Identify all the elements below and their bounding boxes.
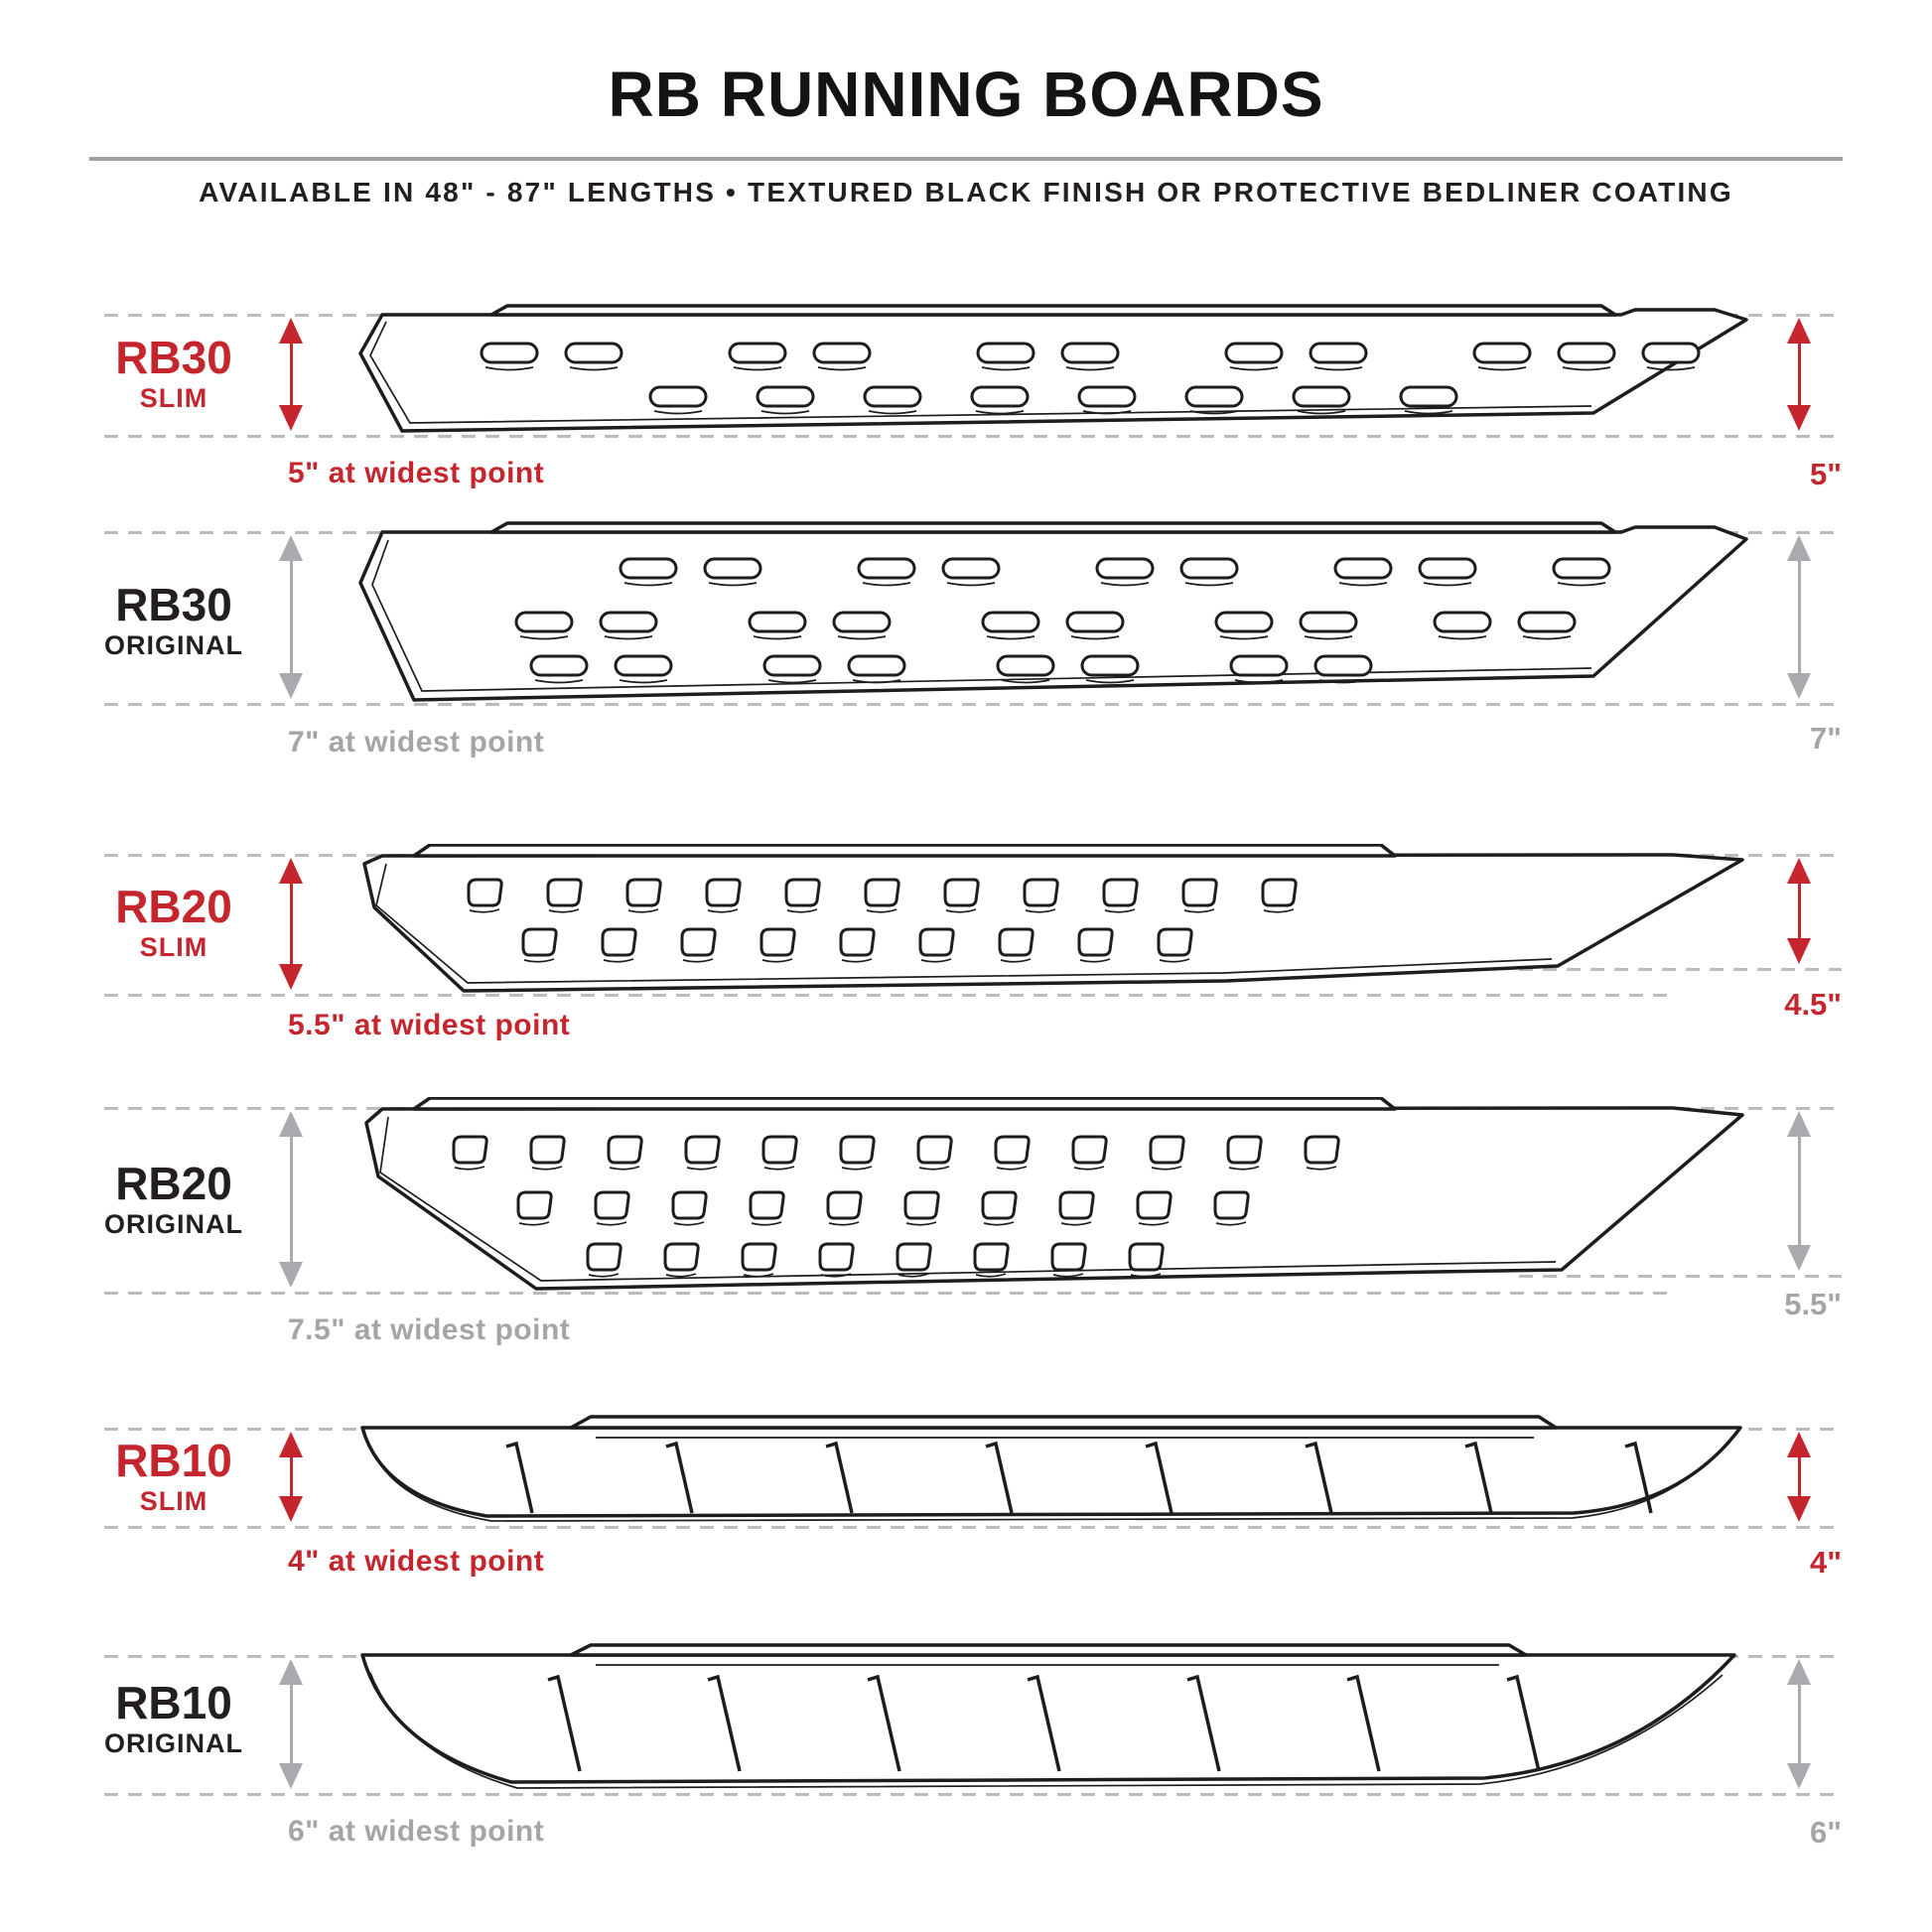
variant-label: ORIGINAL bbox=[104, 1209, 243, 1239]
variant-label: ORIGINAL bbox=[104, 630, 243, 660]
model-label: RB20 bbox=[115, 881, 232, 932]
variant-label: SLIM bbox=[139, 383, 208, 413]
height-arrow-right-icon bbox=[1787, 318, 1811, 431]
model-label: RB30 bbox=[115, 332, 232, 383]
model-label: RB10 bbox=[115, 1435, 232, 1486]
widest-point-label: 6" at widest point bbox=[288, 1815, 545, 1848]
height-arrow-right-icon bbox=[1787, 1659, 1811, 1789]
height-arrow-left-icon bbox=[279, 535, 303, 699]
row-label bbox=[84, 581, 263, 662]
row-label bbox=[84, 1160, 263, 1241]
height-arrow-left-icon bbox=[279, 1111, 303, 1288]
height-arrow-right-icon bbox=[1787, 858, 1811, 964]
page-subtitle: AVAILABLE IN 48" - 87" LENGTHS • TEXTURED BLACK FINISH OR PROTECTIVE BEDLINER COATING bbox=[199, 177, 1733, 207]
variant-label: ORIGINAL bbox=[104, 1728, 243, 1758]
page-title: RB RUNNING BOARDS bbox=[608, 59, 1324, 130]
board-drawing-rb10-original bbox=[352, 1643, 1752, 1797]
model-label: RB30 bbox=[115, 579, 232, 630]
model-label: RB10 bbox=[115, 1677, 232, 1728]
height-arrow-left-icon bbox=[279, 318, 303, 431]
variant-label: SLIM bbox=[139, 1486, 208, 1516]
height-value-label: 5.5" bbox=[1784, 1287, 1842, 1321]
title-divider bbox=[89, 157, 1843, 161]
height-value-label: 6" bbox=[1810, 1815, 1842, 1850]
widest-point-label: 4" at widest point bbox=[288, 1545, 545, 1578]
board-drawing-rb30-slim bbox=[352, 304, 1752, 439]
row-label bbox=[84, 1437, 263, 1518]
height-value-label: 5" bbox=[1810, 457, 1842, 491]
variant-label: SLIM bbox=[139, 932, 208, 962]
board-drawing-rb20-original bbox=[352, 1097, 1752, 1301]
board-drawing-rb10-slim bbox=[352, 1414, 1752, 1531]
height-value-label: 4.5" bbox=[1784, 987, 1842, 1022]
height-arrow-right-icon bbox=[1787, 535, 1811, 699]
widest-point-label: 7.5" at widest point bbox=[288, 1313, 571, 1346]
height-arrow-left-icon bbox=[279, 1432, 303, 1522]
widest-point-label: 7" at widest point bbox=[288, 726, 545, 759]
height-arrow-right-icon bbox=[1787, 1111, 1811, 1271]
height-arrow-left-icon bbox=[279, 858, 303, 990]
height-arrow-left-icon bbox=[279, 1659, 303, 1789]
model-label: RB20 bbox=[115, 1158, 232, 1209]
row-label bbox=[84, 883, 263, 964]
height-arrow-right-icon bbox=[1787, 1432, 1811, 1522]
height-value-label: 7" bbox=[1810, 721, 1842, 756]
height-value-label: 4" bbox=[1810, 1545, 1842, 1580]
board-drawing-rb30-original bbox=[352, 521, 1752, 707]
widest-point-label: 5.5" at widest point bbox=[288, 1009, 571, 1041]
row-label bbox=[84, 334, 263, 415]
widest-point-label: 5" at widest point bbox=[288, 457, 545, 489]
row-label bbox=[84, 1679, 263, 1760]
board-drawing-rb20-slim bbox=[352, 844, 1752, 1003]
